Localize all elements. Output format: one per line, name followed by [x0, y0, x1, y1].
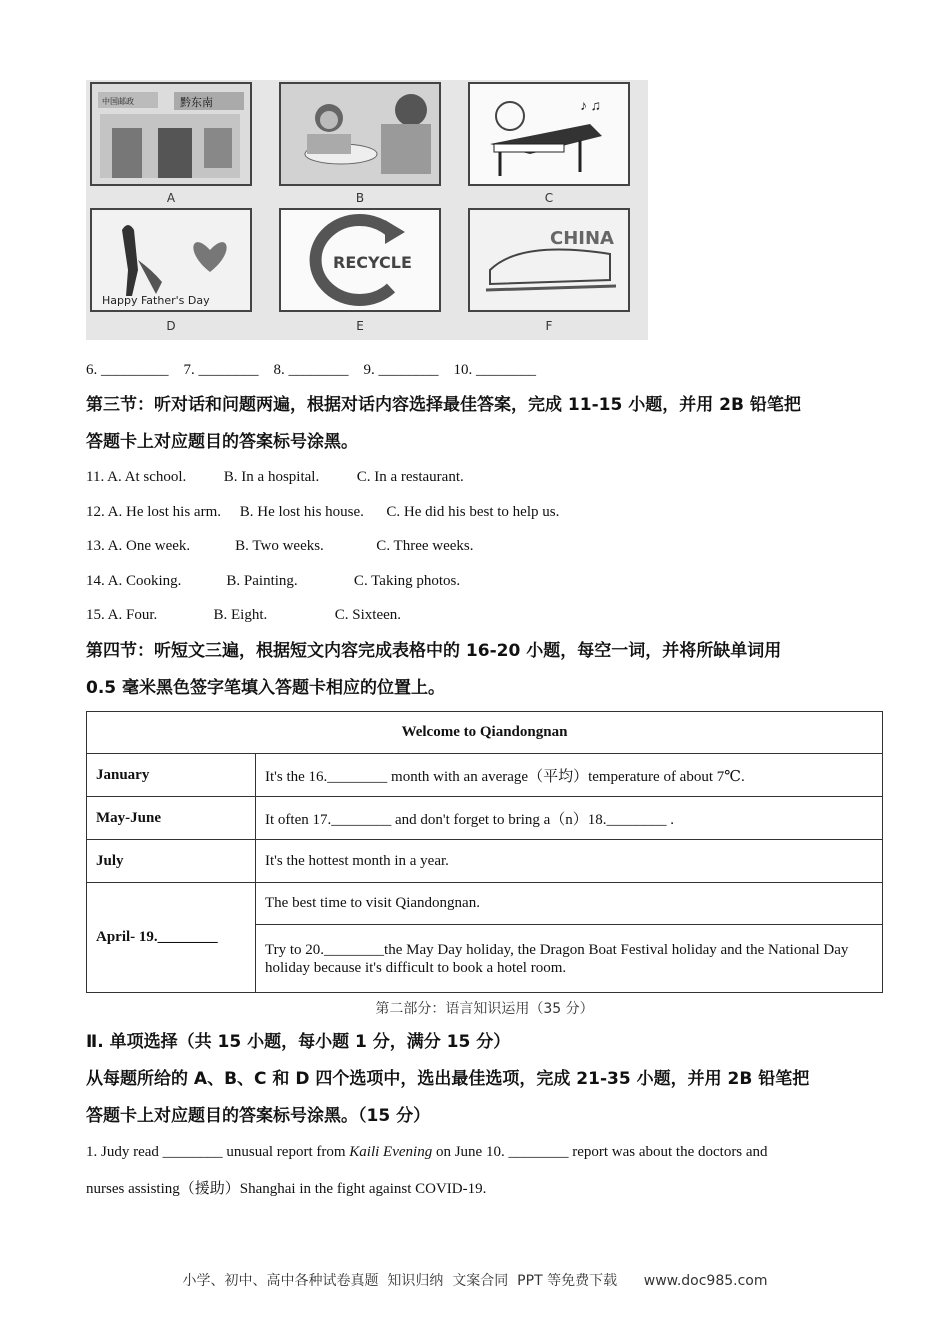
section3-instruction-2: 答题卡上对应题目的答案标号涂黑。: [86, 432, 358, 452]
picture-b-label: B: [355, 191, 365, 205]
section4-instruction-1: 第四节：听短文三遍，根据短文内容完成表格中的 16-20 小题，每空一词，并将所缺单词用: [86, 641, 782, 661]
picture-c-label: C: [544, 191, 554, 205]
question-1-line2: nurses assisting（援助）Shanghai in the fight against COVID-19.: [86, 1181, 487, 1197]
picture-a: [90, 82, 252, 186]
question-1: [86, 1143, 768, 1161]
fathers-day-illustration: [92, 210, 250, 310]
picture-d-label: D: [166, 319, 176, 333]
row-label-july: July: [87, 840, 256, 883]
sign-store: 黔东南: [180, 96, 213, 109]
picture-c: [468, 82, 630, 186]
table-row: [87, 883, 883, 925]
table-row: [87, 797, 883, 840]
part2-title: 第二部分：语言知识运用（35 分）: [375, 1001, 594, 1017]
picture-b: [279, 82, 441, 186]
question-13: 13. A. One week. B. Two weeks. C. Three weeks.: [86, 538, 474, 554]
question-15: 15. A. Four. B. Eight. C. Sixteen.: [86, 607, 402, 623]
picture-f-label: F: [545, 319, 553, 333]
fathers-day-caption: Happy Father's Day: [102, 294, 210, 307]
question-12: 12. A. He lost his arm. B. He lost his house. C. He did his best to help us.: [86, 504, 560, 520]
picture-e: [279, 208, 441, 312]
cooking-illustration: [281, 84, 439, 184]
section3-instruction-1: 第三节：听对话和问题两遍，根据对话内容选择最佳答案，完成 11-15 小题，并用 2B 铅笔把: [86, 395, 801, 415]
newspaper-title: Kaili Evening: [349, 1144, 433, 1160]
table-row: [87, 840, 883, 883]
piano-illustration: [470, 84, 628, 184]
picture-a-label: A: [166, 191, 176, 205]
table-row: [87, 754, 883, 797]
recycle-text: RECYCLE: [333, 253, 412, 272]
picture-e-label: E: [356, 319, 364, 333]
row-label-may-june: May-June: [87, 797, 256, 840]
row-label-january: January: [87, 754, 256, 797]
part2-instruction-2: 答题卡上对应题目的答案标号涂黑。（15 分）: [86, 1106, 431, 1126]
picture-d: [90, 208, 252, 312]
train-illustration: [470, 210, 628, 310]
section4-instruction-2: 0.5 毫米黑色签字笔填入答题卡相应的位置上。: [86, 678, 446, 698]
recycle-illustration: [281, 210, 439, 310]
post-office-illustration: [92, 84, 250, 184]
picture-f: [468, 208, 630, 312]
svg-text:♪ ♫: ♪ ♫: [580, 99, 601, 114]
row-text-january: It's the 16.________ month with an average（平均）temperature of about 7℃.: [256, 754, 883, 797]
china-text: CHINA: [550, 228, 614, 249]
question-14: 14. A. Cooking. B. Painting. C. Taking photos.: [86, 573, 461, 589]
question-1-end: on June 10. ________ report was about the doctors and: [432, 1144, 768, 1160]
picture-grid: [86, 80, 648, 340]
table-title: Welcome to Qiandongnan: [87, 712, 883, 754]
row-text-best-time: The best time to visit Qiandongnan.: [256, 883, 883, 925]
part2-instruction-1: 从每题所给的 A、B、C 和 D 四个选项中，选出最佳选项，完成 21-35 小题，并用 2B 铅笔把: [86, 1069, 810, 1089]
info-table: [86, 711, 883, 993]
part2-heading: Ⅱ. 单项选择（共 15 小题，每小题 1 分，满分 15 分）: [86, 1032, 511, 1052]
question-11: 11. A. At school. B. In a hospital. C. In a restaurant.: [86, 469, 464, 485]
page-footer: 小学、初中、高中各种试卷真题 知识归纳 文案合同 PPT 等免费下载 www.doc985.com: [182, 1273, 768, 1289]
sign-post: 中国邮政: [102, 97, 134, 106]
question-1-start: 1. Judy read ________ unusual report from: [86, 1144, 350, 1160]
row-text-may-june: It often 17.________ and don't forget to bring a（n）18.________ .: [256, 797, 883, 840]
row-label-april: April- 19.________: [87, 883, 256, 993]
answer-blanks: 6. _________ 7. ________ 8. ________ 9. ________ 10. ________: [86, 362, 536, 378]
row-text-july: It's the hottest month in a year.: [256, 840, 883, 883]
row-text-holidays: Try to 20.________the May Day holiday, the Dragon Boat Festival holiday and the National Day holiday because it's difficult to book a hotel room.: [256, 925, 883, 993]
